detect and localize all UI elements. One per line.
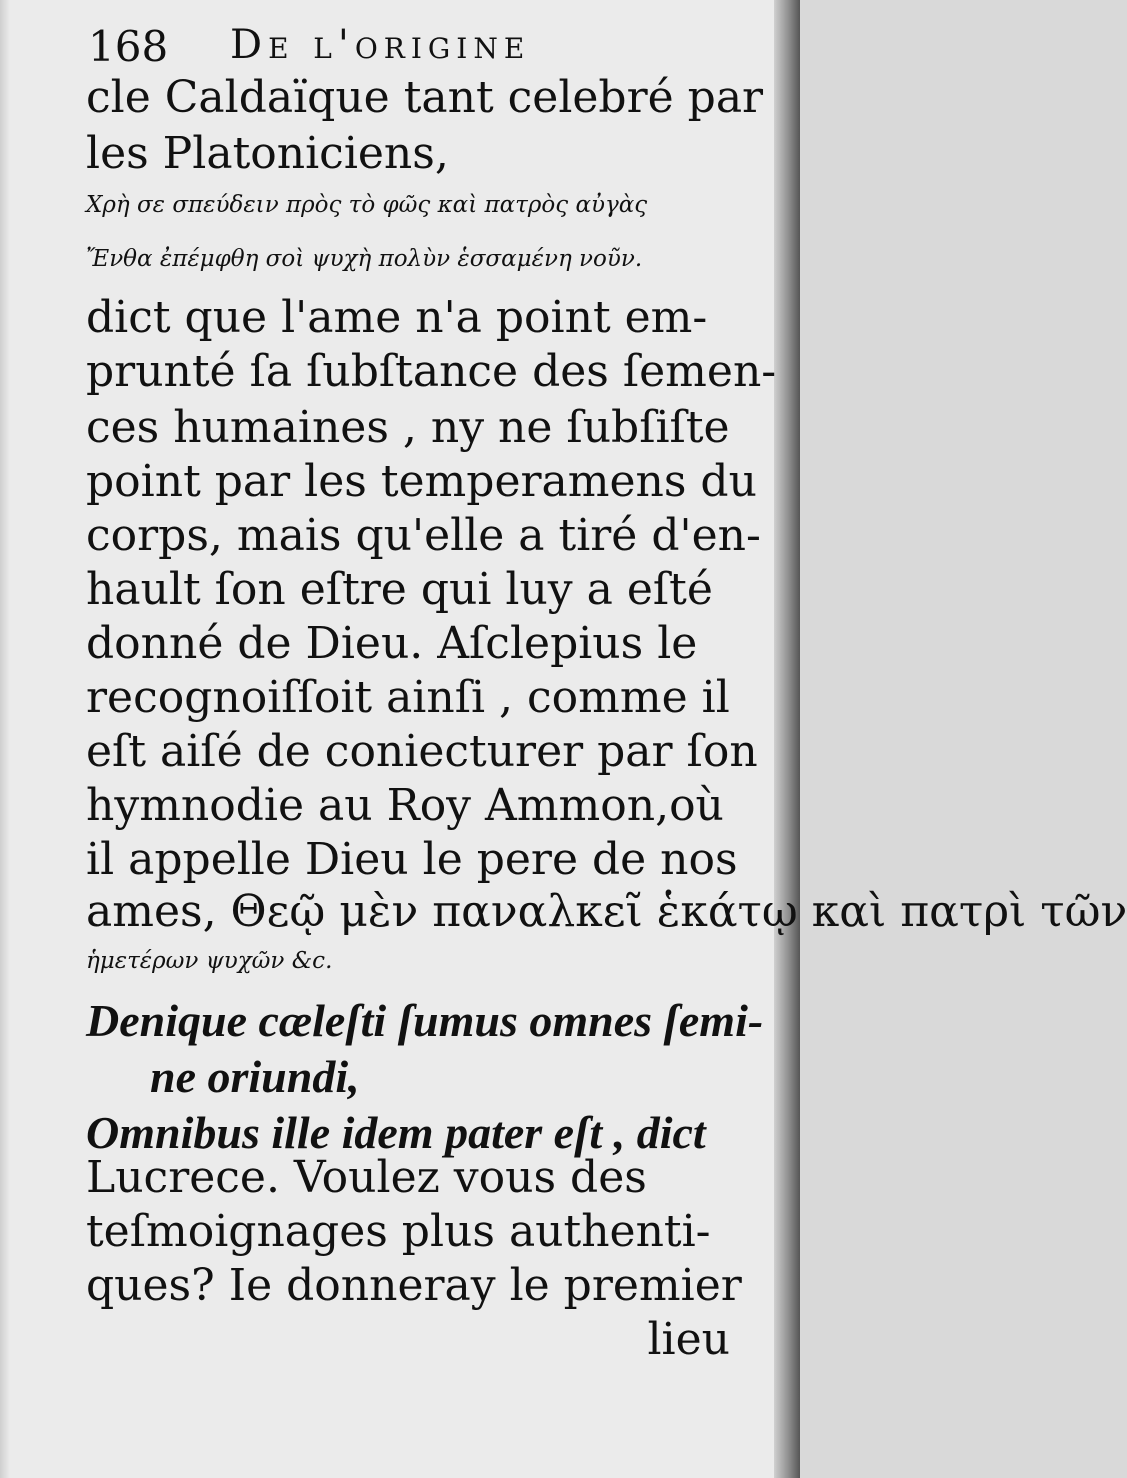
- text-line-4: prunté ſa ſubſtance des ſemen-: [86, 346, 777, 397]
- latin-verse-line-1: Denique cæleſti ſumus omnes ſemi-: [86, 995, 764, 1046]
- page-left-edge: [0, 0, 10, 1478]
- text-line-17: ques? Ie donneray le premier: [86, 1260, 742, 1311]
- text-line-10: recognoiſſoit ainſi , comme il: [86, 672, 730, 723]
- page-header: [88, 8, 740, 78]
- text-line-6: point par les temperamens du: [86, 456, 757, 507]
- text-line-8: hault ſon eſtre qui luy a eſté: [86, 564, 713, 615]
- text-line-3: dict que l'ame n'a point em-: [86, 292, 708, 343]
- latin-verse-line-3: Omnibus ille idem pater eſt , dict: [86, 1107, 706, 1158]
- text-line-11: eſt aiſé de coniecturer par ſon: [86, 726, 758, 777]
- running-head: De l'origine: [230, 22, 531, 68]
- page-binding-shadow: [774, 0, 800, 1478]
- text-line-13: il appelle Dieu le pere de nos: [86, 834, 738, 885]
- latin-verse-line-2: ne oriundi,: [150, 1051, 360, 1102]
- greek-verse-line-2: Ἔνθα ἐπέμφθη σοὶ ψυχὴ πολὺν ἑσσαμένη νοῦν.: [86, 246, 643, 272]
- text-line-5: ces humaines , ny ne ſubſiſte: [86, 402, 730, 453]
- greek-verse-line-1: Χρὴ σε σπεύδειν πρὸς τὸ φῶς καὶ πατρὸς αὐγὰς: [86, 192, 648, 218]
- text-line-2: les Platoniciens,: [86, 128, 449, 179]
- text-line-1: cle Caldaïque tant celebré par: [86, 72, 764, 123]
- text-line-7: corps, mais qu'elle a tiré d'en-: [86, 510, 761, 561]
- text-line-12: hymnodie au Roy Ammon,où: [86, 780, 724, 831]
- page-number: 168: [88, 22, 169, 71]
- greek-line-3: ἡμετέρων ψυχῶν &c.: [86, 948, 333, 974]
- text-line-16: teſmoignages plus authenti-: [86, 1206, 711, 1257]
- text-line-9: donné de Dieu. Aſclepius le: [86, 618, 698, 669]
- catchword: lieu: [647, 1314, 730, 1365]
- text-line-14-with-greek: ames, Θεῷ μὲν παναλκεῖ ἑκάτῳ καὶ πατρὶ τῶν: [86, 886, 1127, 937]
- text-line-15: Lucrece. Voulez vous des: [86, 1152, 647, 1203]
